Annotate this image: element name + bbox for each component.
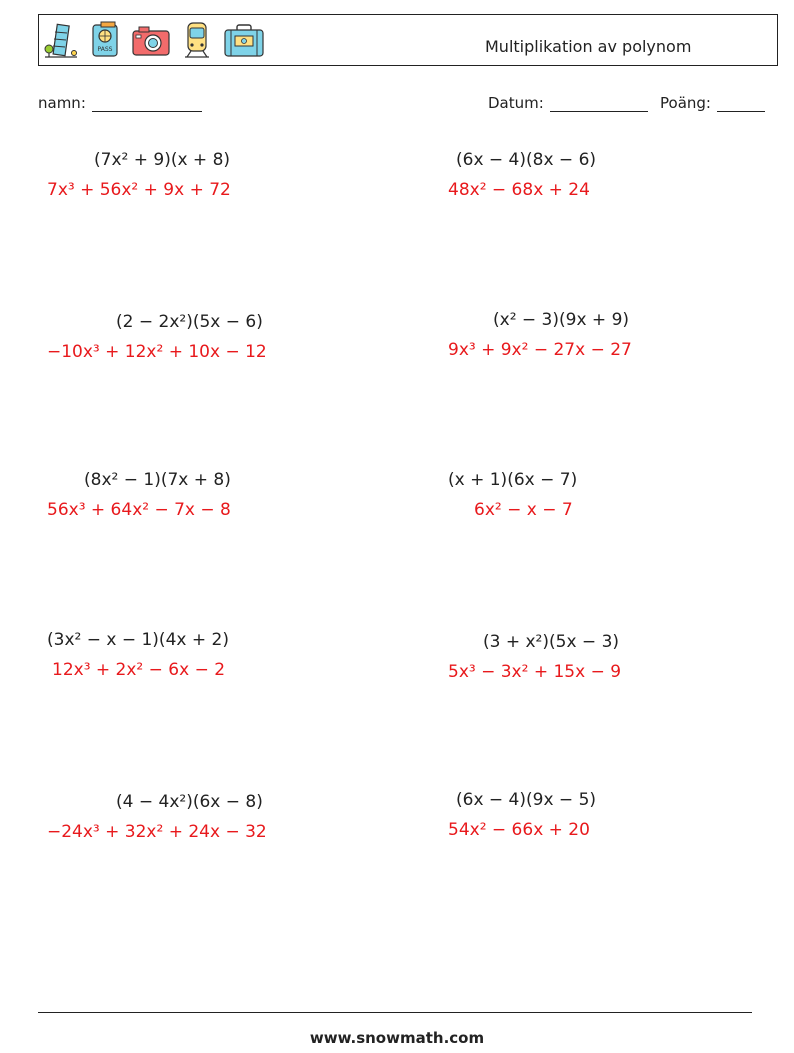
worksheet-header — [38, 14, 778, 66]
header-icons — [43, 21, 265, 59]
score-blank[interactable] — [717, 96, 765, 112]
problem-answer: 56x³ + 64x² − 7x − 8 — [47, 500, 231, 520]
name-field — [38, 94, 202, 112]
problem-answer: −10x³ + 12x² + 10x − 12 — [47, 342, 267, 362]
problem-question: (x + 1)(6x − 7) — [448, 470, 578, 490]
problem-answer: 48x² − 68x + 24 — [448, 180, 590, 200]
footer-divider — [38, 1012, 752, 1013]
problem-answer: 54x² − 66x + 20 — [448, 820, 590, 840]
problem-answer: 12x³ + 2x² − 6x − 2 — [52, 660, 226, 680]
date-label: Datum: — [488, 94, 544, 112]
worksheet-title: Multiplikation av polynom — [485, 37, 692, 56]
problem-answer: 9x³ + 9x² − 27x − 27 — [448, 340, 632, 360]
problem-question: (3 + x²)(5x − 3) — [483, 632, 620, 652]
leaning-tower-icon — [43, 21, 79, 59]
problem-answer: 7x³ + 56x² + 9x + 72 — [47, 180, 231, 200]
problem-question: (6x − 4)(8x − 6) — [456, 150, 597, 170]
svg-text:PASS: PASS — [97, 46, 113, 53]
problem-question: (x² − 3)(9x + 9) — [493, 310, 630, 330]
camera-icon — [131, 21, 171, 59]
problem-answer: 5x³ − 3x² + 15x − 9 — [448, 662, 622, 682]
problem-question: (6x − 4)(9x − 5) — [456, 790, 597, 810]
tram-icon — [179, 21, 215, 59]
score-field — [660, 94, 765, 112]
problem-question: (3x² − x − 1)(4x + 2) — [47, 630, 229, 650]
problem-answer: 6x² − x − 7 — [474, 500, 573, 520]
score-label: Poäng: — [660, 94, 711, 112]
name-blank[interactable] — [92, 96, 202, 112]
date-blank[interactable] — [550, 96, 648, 112]
footer-url: www.snowmath.com — [309, 1029, 485, 1047]
problem-question: (7x² + 9)(x + 8) — [94, 150, 231, 170]
date-field — [488, 94, 648, 112]
passport-icon — [87, 21, 123, 59]
suitcase-icon — [223, 21, 265, 59]
problem-answer: −24x³ + 32x² + 24x − 32 — [47, 822, 267, 842]
problem-question: (8x² − 1)(7x + 8) — [84, 470, 231, 490]
problem-question: (2 − 2x²)(5x − 6) — [116, 312, 263, 332]
problem-question: (4 − 4x²)(6x − 8) — [116, 792, 263, 812]
name-label: namn: — [38, 94, 86, 112]
